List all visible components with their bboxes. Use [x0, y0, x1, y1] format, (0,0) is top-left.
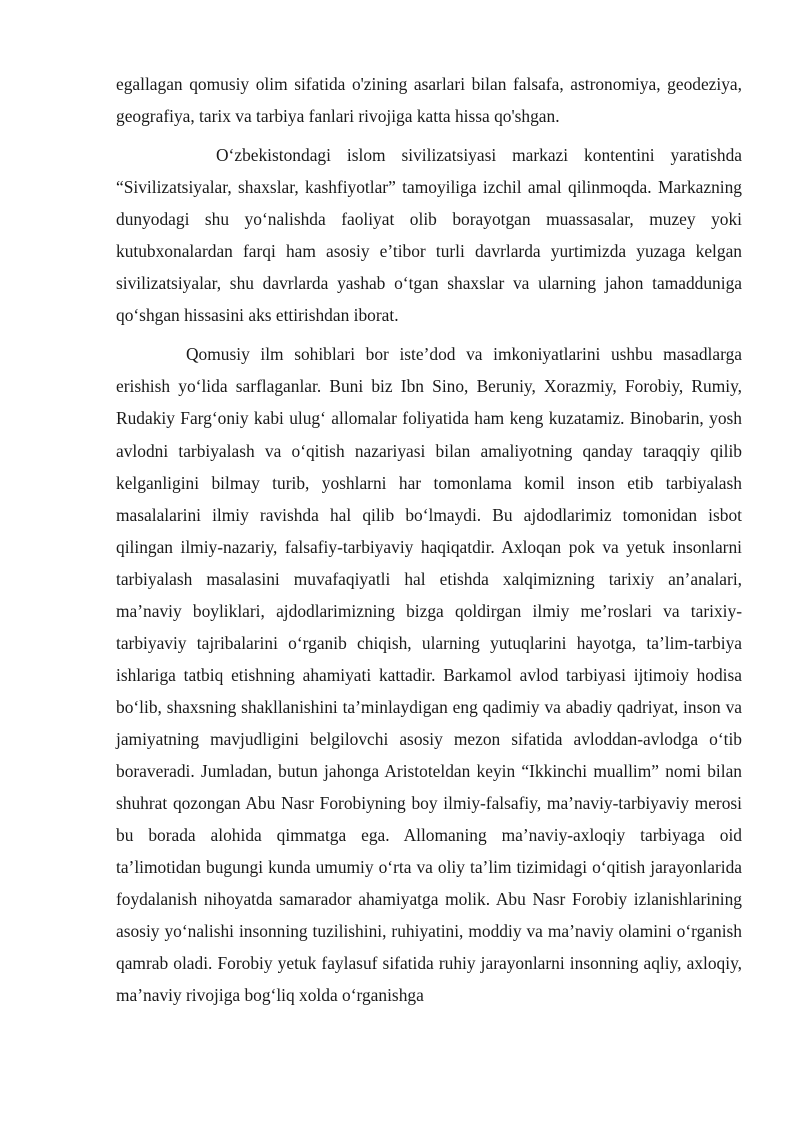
document-page [116, 68, 742, 1011]
paragraph-civilization-center: O‘zbekistondagi islom sivilizatsiyasi markazi kontentini yaratishda “Sivilizatsiyalar, shaxslar, kashfiyotlar” tamoyiliga izchil amal qilinmoqda. Markazning dunyodagi shu yo‘nalishda faoliyat olib borayotgan muassasalar, muzey yoki kutubxonalardan farqi ham asosiy e’tibor turli davrlarda yurtimizda yuzaga kelgan sivilizatsiyalar, shu davrlarda yashab o‘tgan shaxslar va ularning jahon tamadduniga qo‘shgan hissasini aks ettirishdan iborat. [116, 145, 742, 326]
paragraph-encyclopedic-scholars: Qomusiy ilm sohiblari bor iste’dod va imkoniyatlarini ushbu masadlarga erishish yo‘lida sarflaganlar. Buni biz Ibn Sino, Beruniy, Xorazmiy, Forobiy, Rumiy, Rudakiy Farg‘oniy kabi ulug‘ allomalar foliyatida ham keng kuzatamiz. Binobarin, yosh avlodni tarbiyalash va o‘qitish nazariyasi bilan amaliyotning qanday taraqqiy qilib kelganligini bilmay turib, yoshlarni har tomonlama komil inson etib tarbiyalash masalalarini ilmiy ravishda hal qilib bo‘lmaydi. Bu ajdodlarimiz tomonidan isbot qilingan ilmiy-nazariy, falsafiy-tarbiyaviy haqiqatdir. Axloqan pok va yetuk insonlarni tarbiyalash masalasini muvafaqiyatli hal etishda xalqimizning tarixiy an’analari, ma’naviy boyliklari, ajdodlarimizning bizga qoldirgan ilmiy me’roslari va tarixiy-tarbiyaviy tajribalarini o‘rganib chiqish, ularning yutuqlarini hayotga, ta’lim-tarbiya ishlariga tatbiq etishning ahamiyati kattadir. Barkamol avlod tarbiyasi ijtimoiy hodisa bo‘lib, shaxsning shakllanishini ta’minlaydigan eng qadimiy va abadiy qadriyat, inson va jamiyatning mavjudligini belgilovchi asosiy mezon sifatida avloddan-avlodga o‘tib boraveradi. Jumladan, butun jahonga Aristoteldan keyin “Ikkinchi muallim” nomi bilan shuhrat qozongan Abu Nasr Forobiyning boy ilmiy-falsafiy, ma’naviy-tarbiyaviy merosi bu borada alohida qimmatga ega. Allomaning ma’naviy-axloqiy tarbiyaga oid ta’limotidan bugungi kunda umumiy o‘rta va oliy ta’lim tizimidagi o‘qitish jarayonlarida foydalanish nihoyatda samarador ahamiyatga molik. Abu Nasr Forobiy izlanishlarining asosiy yo‘nalishi insonning tuzilishini, ruhiyatini, moddiy va ma’naviy olamini o‘rganish qamrab oladi. Forobiy yetuk faylasuf sifatida ruhiy jarayonlarni insonning aqliy, axloqiy, ma’naviy rivojiga bog‘liq xolda o‘rganishga [116, 344, 742, 1006]
paragraph-continuation: egallagan qomusiy olim sifatida o'zining asarlari bilan falsafa, astronomiya, geodeziya, geografiya, tarix va tarbiya fanlari rivojiga katta hissa qo'shgan. [116, 74, 742, 127]
